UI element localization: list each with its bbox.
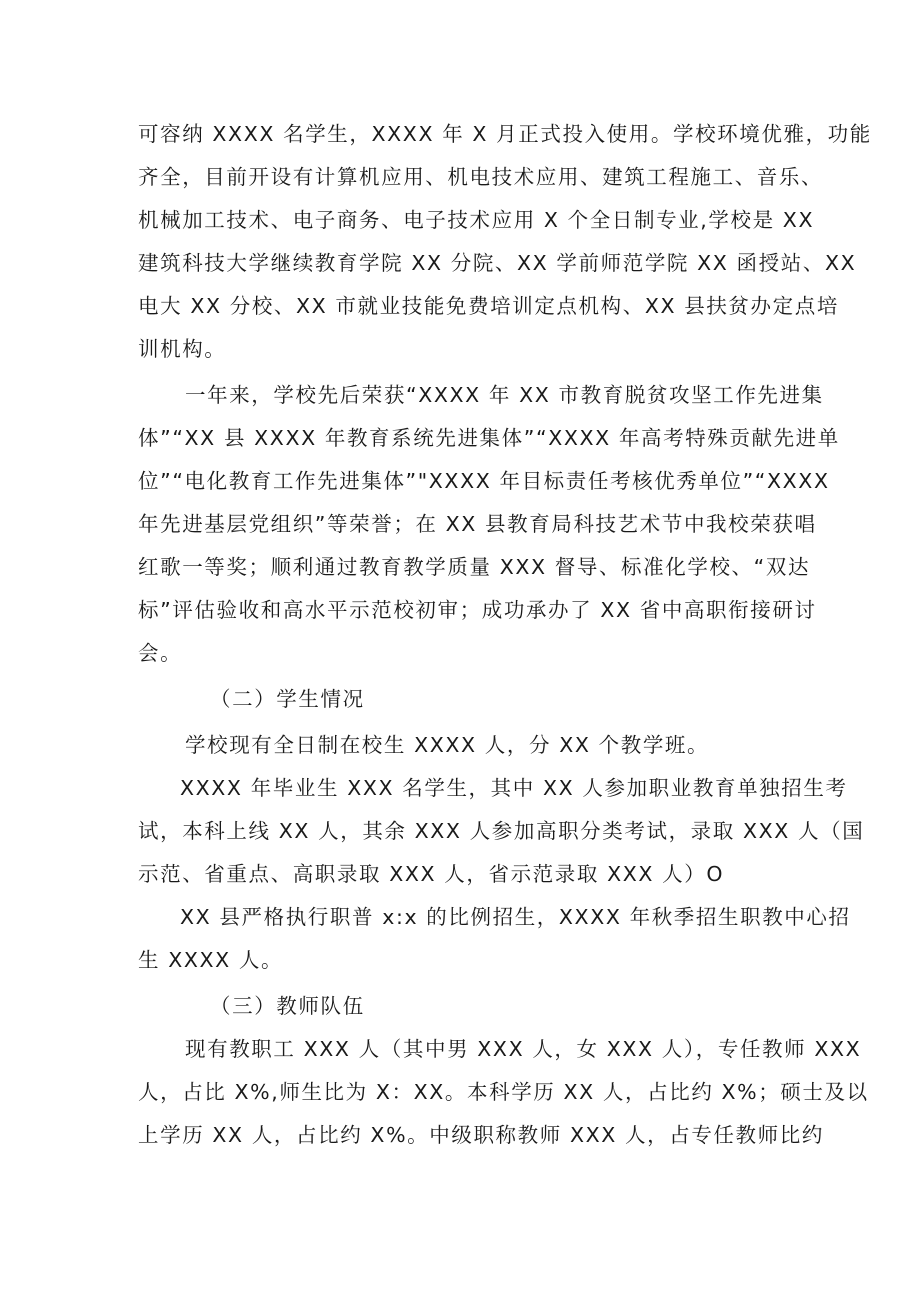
- paragraph-line: 标”评估验收和高水平示范校初审；成功承办了 XX 省中高职衔接研讨: [138, 598, 817, 622]
- paragraph-line: 齐全，目前开设有计算机应用、机电技术应用、建筑工程施工、音乐、: [138, 165, 824, 189]
- paragraph-line: 人，占比 X%,师生比为 X：XX。本科学历 XX 人，占比约 X%；硕士及以: [138, 1080, 869, 1104]
- paragraph-line: 位”“电化教育工作先进集体”"XXXX 年目标责任考核优秀单位”“XXXX: [138, 469, 830, 493]
- paragraph-line: 可容纳 XXXX 名学生，XXXX 年 X 月正式投入使用。学校环境优雅，功能: [138, 122, 872, 146]
- paragraph-line: 机械加工技术、电子商务、电子技术应用 X 个全日制专业,学校是 XX: [138, 208, 815, 232]
- paragraph-line: 红歌一等奖；顺利通过教育教学质量 XXX 督导、标准化学校、“双达: [138, 555, 811, 579]
- paragraph-line: 年先进基层党组织”等荣誉；在 XX 县教育局科技艺术节中我校荣获唱: [138, 512, 817, 536]
- paragraph-line: 生 XXXX 人。: [138, 948, 284, 972]
- paragraph-line: 电大 XX 分校、XX 市就业技能免费培训定点机构、XX 县扶贫办定点培: [138, 294, 839, 318]
- paragraph-line: 试，本科上线 XX 人，其余 XXX 人参加高职分类考试，录取 XXX 人（国: [138, 819, 865, 843]
- paragraph-line: 体”“XX 县 XXXX 年教育系统先进集体”“XXXX 年高考特殊贡献先进单: [138, 426, 840, 450]
- section-heading-students: （二）学生情况: [210, 687, 365, 711]
- paragraph-line: 建筑科技大学继续教育学院 XX 分院、XX 学前师范学院 XX 函授站、XX: [138, 251, 857, 275]
- paragraph-line: 会。: [138, 641, 183, 665]
- section-heading-teachers: （三）教师队伍: [210, 994, 365, 1018]
- paragraph-line: 示范、省重点、高职录取 XXX 人，省示范录取 XXX 人）O: [138, 862, 725, 886]
- paragraph-line: 一年来，学校先后荣获“XXXX 年 XX 市教育脱贫攻坚工作先进集: [185, 383, 824, 407]
- paragraph-line: 训机构。: [138, 337, 227, 361]
- paragraph-line: 学校现有全日制在校生 XXXX 人，分 XX 个教学班。: [185, 733, 710, 757]
- paragraph-line: 现有教职工 XXX 人（其中男 XXX 人，女 XXX 人），专任教师 XXX: [185, 1037, 862, 1061]
- paragraph-line: 上学历 XX 人，占比约 X%。中级职称教师 XXX 人，占专任教师比约: [138, 1123, 824, 1147]
- paragraph-line: XX 县严格执行职普 x:x 的比例招生，XXXX 年秋季招生职教中心招: [180, 905, 851, 929]
- paragraph-line: XXXX 年毕业生 XXX 名学生，其中 XX 人参加职业教育单独招生考: [180, 776, 848, 800]
